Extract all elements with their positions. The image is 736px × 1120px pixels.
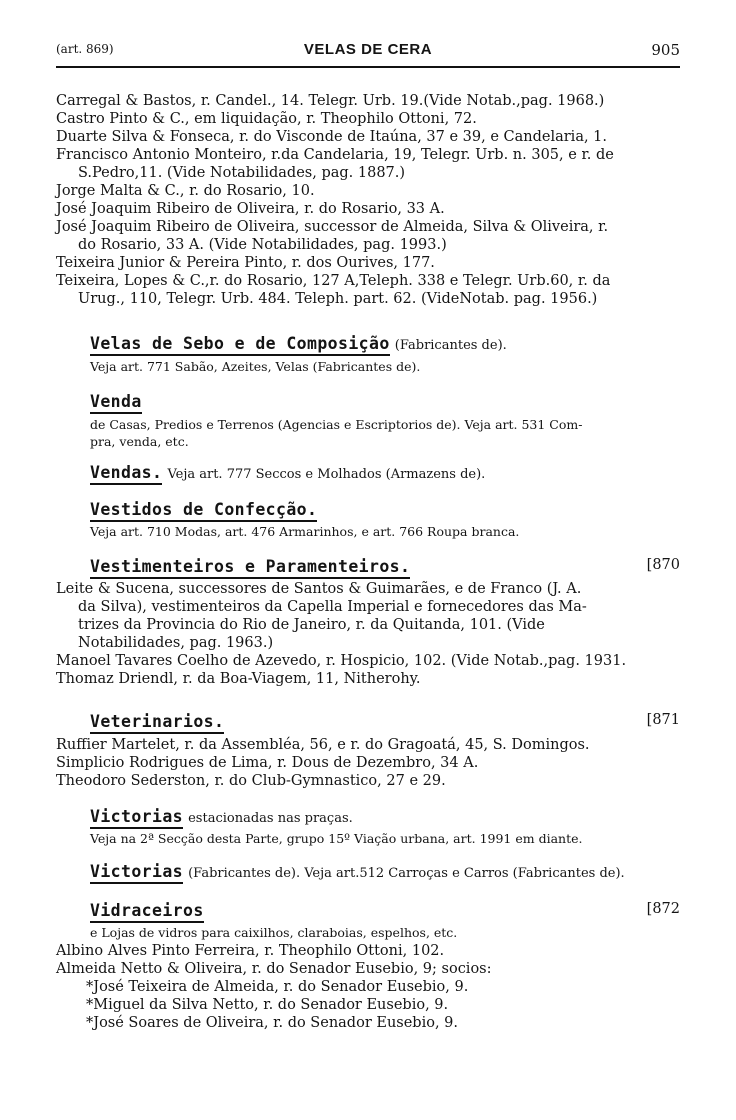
section-heading-vendas: Vendas. Veja art. 777 Seccos e Molhados (Armazens de).: [90, 463, 485, 482]
article-number: [871: [646, 712, 680, 728]
cross-reference: Veja na 2ª Secção desta Parte, grupo 15º Viação urbana, art. 1991 em diante.: [90, 831, 583, 846]
cross-reference: Veja art. 710 Modas, art. 476 Armarinhos, e art. 766 Roupa branca.: [90, 524, 520, 539]
list-item: Manoel Tavares Coelho de Azevedo, r. Hospicio, 102. (Vide Notab.,pag. 1931.: [56, 653, 627, 669]
list-item: José Joaquim Ribeiro de Oliveira, successor de Almeida, Silva & Oliveira, r.: [56, 219, 609, 235]
section-subtitle: e Lojas de vidros para caixilhos, claraboias, espelhos, etc.: [90, 925, 458, 940]
list-item-continuation: da Silva), vestimenteiros da Capella Imperial e fornecedores das Ma-: [78, 599, 587, 615]
section-heading-vestimenteiros: Vestimenteiros e Paramenteiros.: [90, 557, 410, 576]
list-item: Teixeira Junior & Pereira Pinto, r. dos Ourives, 177.: [56, 255, 435, 271]
list-item: Carregal & Bastos, r. Candel., 14. Telegr. Urb. 19.(Vide Notab.,pag. 1968.): [56, 93, 605, 109]
page-header: [56, 40, 680, 68]
section-heading-vidraceiros: Vidraceiros: [90, 901, 204, 920]
list-item: Castro Pinto & C., em liquidação, r. Theophilo Ottoni, 72.: [56, 111, 477, 127]
list-item: Simplicio Rodrigues de Lima, r. Dous de Dezembro, 34 A.: [56, 755, 479, 771]
list-item: Leite & Sucena, successores de Santos & Guimarães, e de Franco (J. A.: [56, 581, 582, 597]
section-heading-victorias: Victorias estacionadas nas praças.: [90, 807, 353, 826]
section-heading-velas-sebo: Velas de Sebo e de Composição (Fabricantes de).: [90, 334, 507, 353]
list-item-continuation: trizes da Provincia do Rio de Janeiro, r. da Quitanda, 101. (Vide: [78, 617, 545, 633]
running-title: VELAS DE CERA: [303, 41, 433, 58]
partner-item: *Miguel da Silva Netto, r. do Senador Eusebio, 9.: [86, 997, 449, 1013]
list-item: Almeida Netto & Oliveira, r. do Senador Eusebio, 9; socios:: [56, 961, 492, 977]
list-item: Albino Alves Pinto Ferreira, r. Theophilo Ottoni, 102.: [56, 943, 445, 959]
list-item: José Joaquim Ribeiro de Oliveira, r. do Rosario, 33 A.: [56, 201, 445, 217]
section-heading-venda: Venda: [90, 392, 142, 411]
list-item-continuation: Notabilidades, pag. 1963.): [78, 635, 274, 651]
page-number: 905: [651, 41, 680, 59]
partner-item: *José Teixeira de Almeida, r. do Senador Eusebio, 9.: [86, 979, 469, 995]
article-range: (art. 869): [56, 42, 114, 56]
cross-reference: de Casas, Predios e Terrenos (Agencias e Escriptorios de). Veja art. 531 Com-: [90, 417, 583, 432]
article-number: [872: [646, 901, 680, 917]
list-item: Francisco Antonio Monteiro, r.da Candelaria, 19, Telegr. Urb. n. 305, e r. de: [56, 147, 614, 163]
article-number: [870: [646, 557, 680, 573]
list-item-continuation: S.Pedro,11. (Vide Notabilidades, pag. 1887.): [78, 165, 406, 181]
list-item: Teixeira, Lopes & C.,r. do Rosario, 127 A,Teleph. 338 e Telegr. Urb.60, r. da: [56, 273, 611, 289]
list-item-continuation: Urug., 110, Telegr. Urb. 484. Teleph. part. 62. (VideNotab. pag. 1956.): [78, 291, 598, 307]
list-item: Theodoro Sederston, r. do Club-Gymnastico, 27 e 29.: [56, 773, 446, 789]
list-item: Duarte Silva & Fonseca, r. do Visconde de Itaúna, 37 e 39, e Candelaria, 1.: [56, 129, 608, 145]
list-item-continuation: do Rosario, 33 A. (Vide Notabilidades, pag. 1993.): [78, 237, 447, 253]
cross-reference: Veja art. 771 Sabão, Azeites, Velas (Fabricantes de).: [90, 359, 421, 374]
section-heading-veterinarios: Veterinarios.: [90, 712, 224, 731]
section-heading-victorias-fabricantes: Victorias (Fabricantes de). Veja art.512 Carroças e Carros (Fabricantes de).: [90, 862, 625, 881]
partner-item: *José Soares de Oliveira, r. do Senador Eusebio, 9.: [86, 1015, 459, 1031]
list-item: Ruffier Martelet, r. da Assembléa, 56, e r. do Gragoatá, 45, S. Domingos.: [56, 737, 590, 753]
cross-reference: pra, venda, etc.: [90, 434, 189, 449]
list-item: Thomaz Driendl, r. da Boa-Viagem, 11, Nitherohy.: [56, 671, 421, 687]
section-heading-vestidos: Vestidos de Confecção.: [90, 500, 317, 519]
list-item: Jorge Malta & C., r. do Rosario, 10.: [56, 183, 315, 199]
